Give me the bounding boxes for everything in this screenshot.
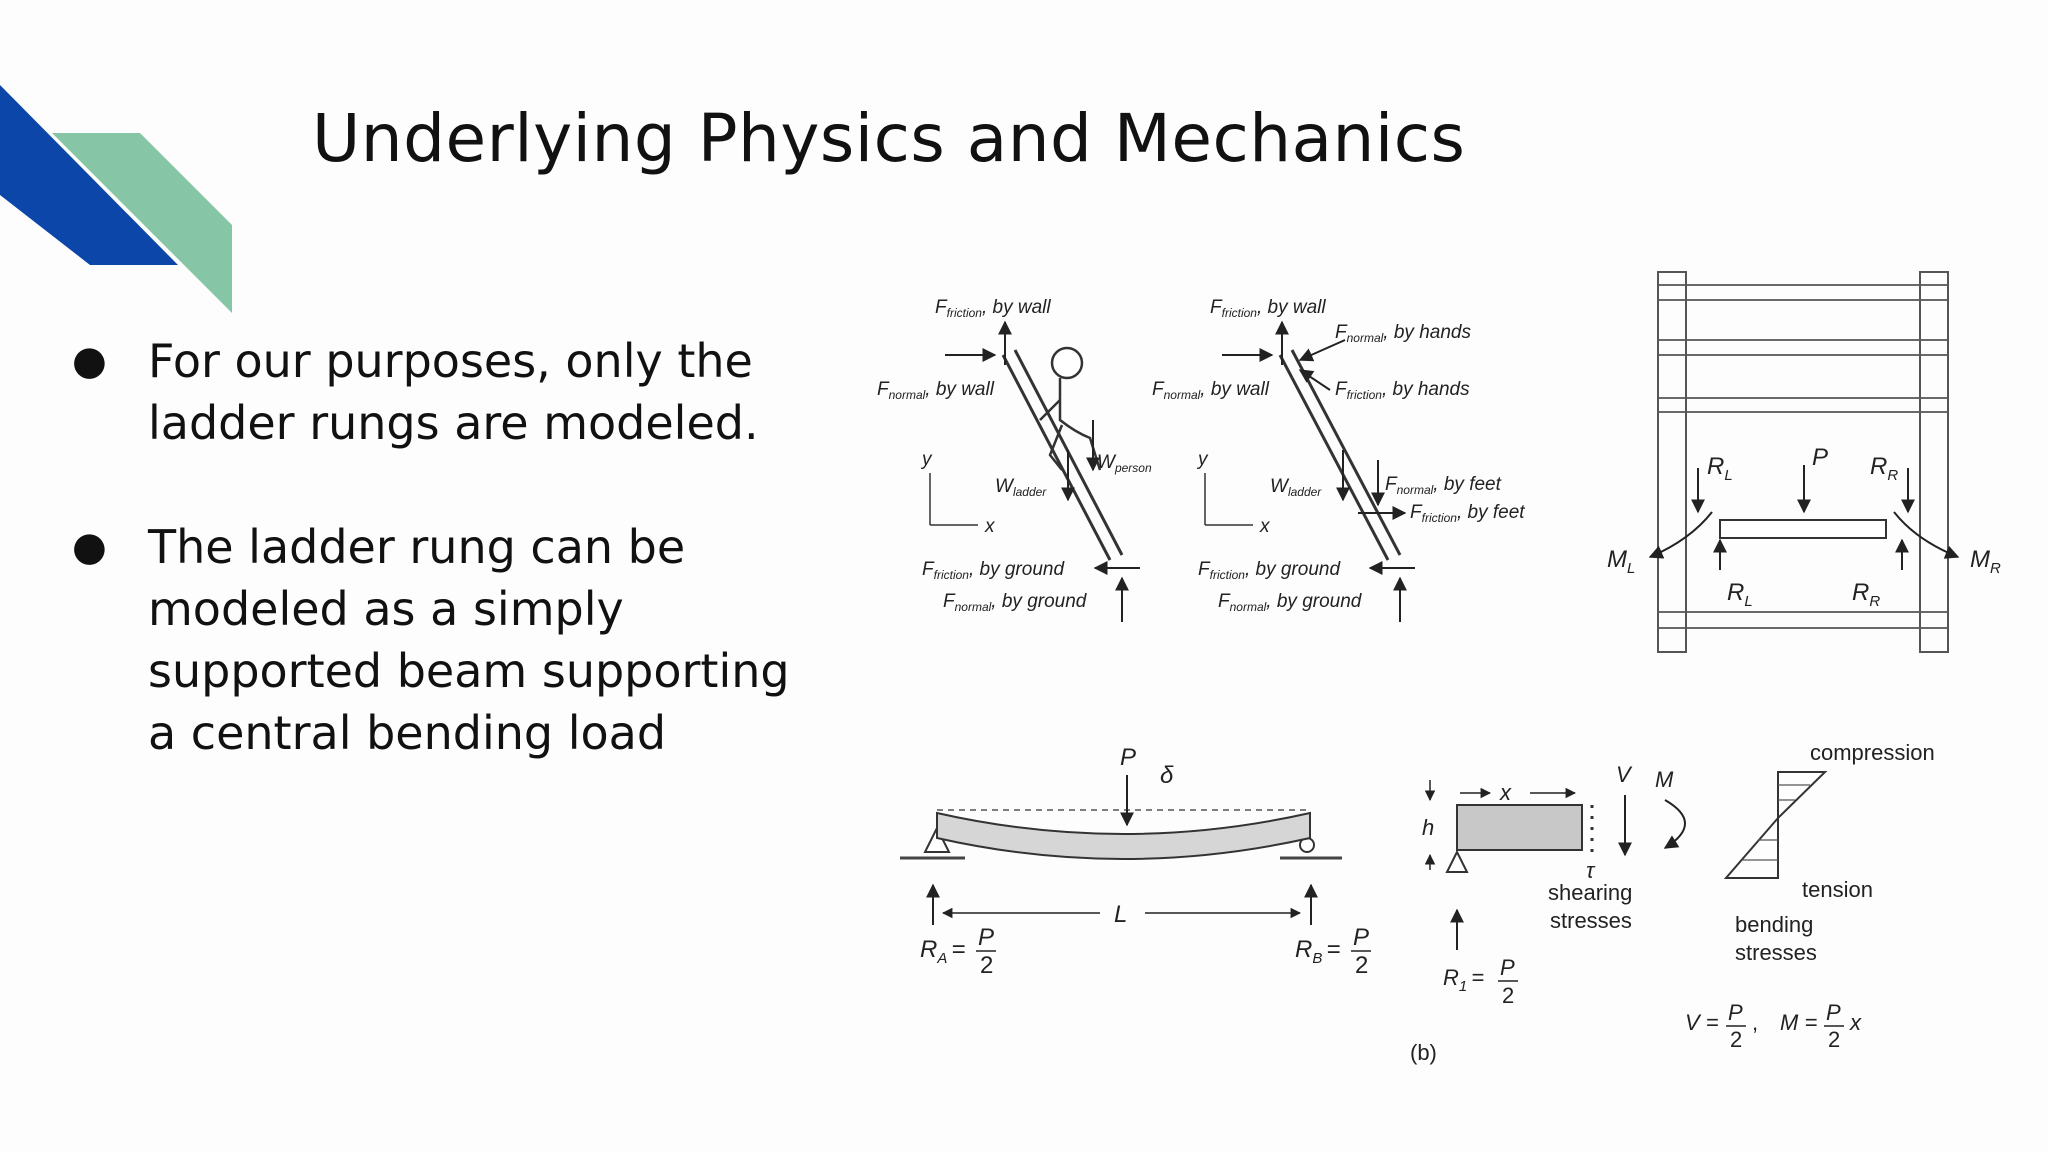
svg-text:Ffriction, by feet: $F_{friction}$, by feet [1410, 502, 1525, 525]
svg-text:2: 2 [1502, 983, 1515, 1008]
svg-text:Fnormal, by feet: $F_{normal}$, by feet [1385, 474, 1501, 497]
svg-text:2: 2 [980, 952, 994, 979]
svg-text:τ: τ [1586, 858, 1595, 883]
rung-diagram [1607, 272, 2001, 652]
svg-text:R1=: $R_1$ = [1443, 965, 1485, 995]
svg-text:P: P [1812, 444, 1829, 471]
slide-title: Underlying Physics and Mechanics [312, 100, 1466, 177]
svg-text:V =: V = [1685, 1010, 1719, 1035]
fbd-ladder-forces [1152, 297, 1525, 622]
svg-text:RB=: $R_B$ = [1295, 936, 1341, 967]
svg-text:2: 2 [1355, 952, 1369, 979]
fbd-ladder-with-person [877, 297, 1152, 622]
svg-text:L: L [1114, 901, 1128, 928]
svg-text:bending: bending [1735, 912, 1814, 937]
svg-text:,: , [1752, 1010, 1759, 1035]
svg-text:MR: $M_R$ [1970, 546, 2001, 577]
svg-text:stresses: stresses [1550, 908, 1632, 933]
svg-text:stresses: stresses [1735, 940, 1817, 965]
svg-text:Fnormal, by wall: $F_{normal}$, by wall [1152, 379, 1269, 402]
svg-text:Fnormal, by wall: $F_{normal}$, by wall [877, 379, 994, 402]
svg-text:x: x [1500, 780, 1511, 805]
svg-text:shearing: shearing [1548, 880, 1633, 905]
svg-text:2: 2 [1828, 1027, 1841, 1052]
simply-supported-beam [900, 744, 1371, 979]
svg-text:P: P [1826, 1000, 1841, 1025]
bullet-line: The ladder rung can be [148, 520, 686, 574]
svg-text:Ffriction, by hands: $F_{friction}$, by hands [1335, 379, 1470, 402]
svg-text:RR: $R_R$ [1852, 579, 1881, 610]
svg-text:y: y [922, 449, 932, 470]
svg-text:Wladder: $W_{ladder}$ [995, 476, 1047, 499]
bullet-line: a central bending load [148, 706, 667, 760]
svg-text:ML: $M_L$ [1607, 546, 1636, 577]
svg-text:Fnormal, by ground: $F_{normal}$, by ground [943, 591, 1087, 614]
bullet-line: modeled as a simply [148, 582, 624, 636]
svg-text:Fnormal, by ground: $F_{normal}$, by ground [1218, 591, 1362, 614]
svg-text:Wladder: $W_{ladder}$ [1270, 476, 1322, 499]
bullet-dot-icon: ● [72, 524, 107, 570]
svg-text:x: x [985, 516, 995, 537]
svg-text:P: P [1728, 1000, 1743, 1025]
svg-text:(b): (b) [1410, 1040, 1437, 1065]
bullet-dot-icon: ● [72, 338, 107, 384]
bullet-line: For our purposes, only the [148, 334, 753, 388]
svg-text:P: P [1120, 744, 1137, 771]
svg-text:h: h [1422, 815, 1435, 840]
bullet-line: supported beam supporting [148, 644, 790, 698]
svg-text:Fnormal, by hands: $F_{normal}$, by hands [1335, 322, 1471, 345]
svg-text:tension: tension [1802, 877, 1873, 902]
bullet-line: ladder rungs are modeled. [148, 396, 759, 450]
svg-text:Ffriction, by wall: $F_{friction}$, by wall [1210, 297, 1326, 320]
svg-text:compression: compression [1810, 740, 1935, 765]
svg-text:P: P [978, 924, 995, 951]
svg-text:RL: $R_L$ [1707, 453, 1733, 484]
svg-text:x: x [1260, 516, 1270, 537]
svg-text:RR: $R_R$ [1870, 453, 1899, 484]
svg-text:x: x [1850, 1010, 1861, 1035]
svg-text:V: V [1616, 762, 1631, 787]
svg-text:M =: M = [1780, 1010, 1818, 1035]
svg-text:P: P [1500, 955, 1515, 980]
svg-text:2: 2 [1730, 1027, 1743, 1052]
stress-section-diagram [1410, 740, 1935, 1065]
svg-text:RL: $R_L$ [1727, 579, 1753, 610]
svg-text:Ffriction, by ground: $F_{friction}$, by ground [922, 559, 1065, 582]
svg-text:P: P [1353, 924, 1370, 951]
svg-text:Wperson: $W_{person}$ [1097, 452, 1152, 475]
svg-text:Ffriction, by wall: $F_{friction}$, by wall [935, 297, 1051, 320]
svg-text:δ: δ [1160, 762, 1174, 789]
svg-text:M: M [1655, 767, 1674, 792]
svg-text:RA=: $R_A$ = [920, 936, 966, 967]
svg-text:Ffriction, by ground: $F_{friction}$, by ground [1198, 559, 1341, 582]
svg-text:y: y [1198, 449, 1208, 470]
person-head-icon [1052, 348, 1082, 378]
